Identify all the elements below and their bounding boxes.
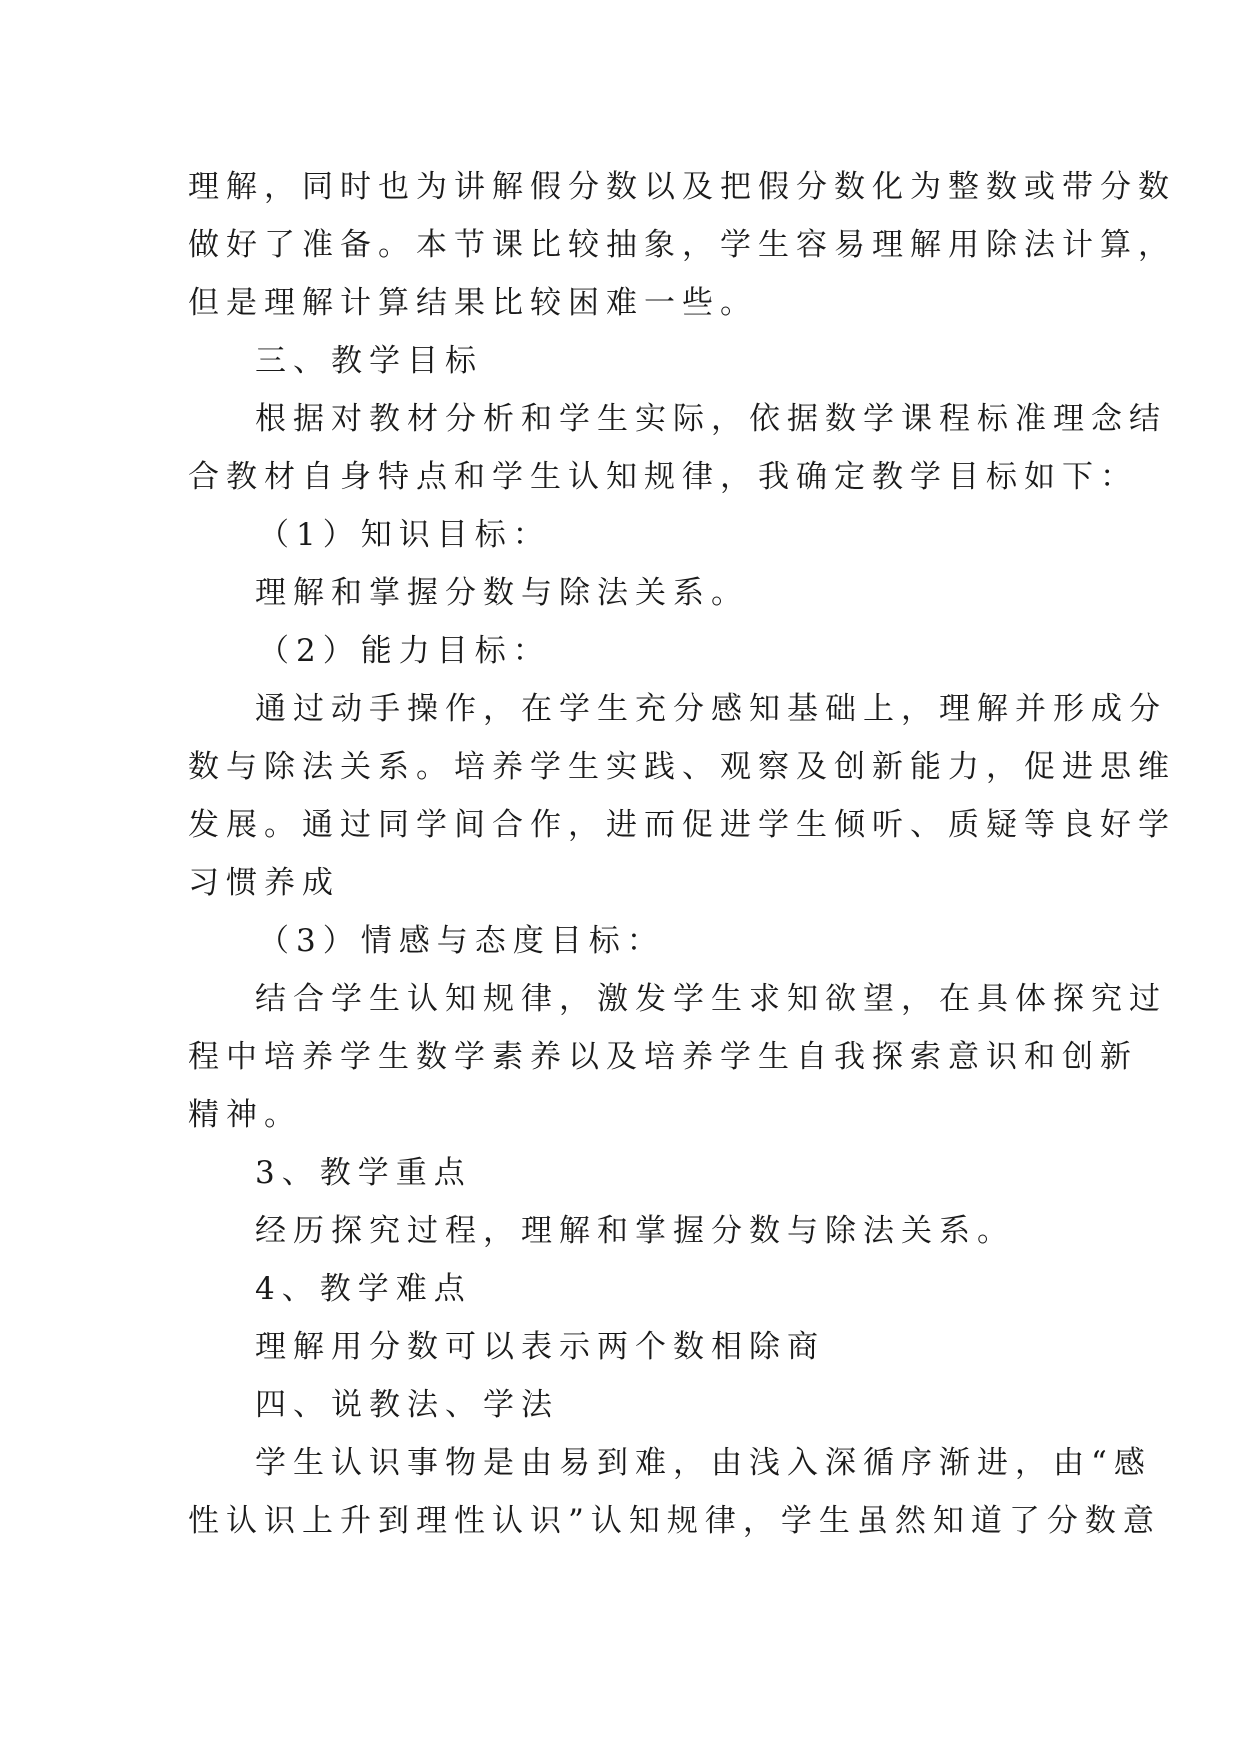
text-line: 理解和掌握分数与除法关系。: [255, 575, 749, 611]
text-line: 理解，同时也为讲解假分数以及把假分数化为整数或带分数: [188, 169, 1176, 205]
text-line: 合教材自身特点和学生认知规律，我确定教学目标如下：: [188, 459, 1138, 495]
section-heading: 四、说教法、学法: [255, 1387, 559, 1423]
text-line: 但是理解计算结果比较困难一些。: [188, 285, 758, 321]
section-heading: 4、教学难点: [255, 1271, 472, 1307]
sub-heading: （1）知识目标：: [258, 517, 551, 553]
text-line: 结合学生认知规律，激发学生求知欲望，在具体探究过: [255, 981, 1167, 1017]
text-line: 理解用分数可以表示两个数相除商: [255, 1329, 825, 1365]
text-line: 做好了准备。本节课比较抽象，学生容易理解用除法计算，: [188, 227, 1176, 263]
text-line: 习惯养成: [188, 865, 340, 901]
text-line: 数与除法关系。培养学生实践、观察及创新能力，促进思维: [188, 749, 1176, 785]
text-line: 学生认识事物是由易到难，由浅入深循序渐进，由“感: [255, 1445, 1152, 1481]
sub-heading: （2）能力目标：: [258, 633, 551, 669]
text-line: 通过动手操作，在学生充分感知基础上，理解并形成分: [255, 691, 1167, 727]
sub-heading: （3）情感与态度目标：: [258, 923, 665, 959]
section-heading: 三、教学目标: [255, 343, 483, 379]
text-line: 程中培养学生数学素养以及培养学生自我探索意识和创新: [188, 1039, 1138, 1075]
text-line: 发展。通过同学间合作，进而促进学生倾听、质疑等良好学: [188, 807, 1176, 843]
text-line: 精神。: [188, 1097, 302, 1133]
text-line: 根据对教材分析和学生实际，依据数学课程标准理念结: [255, 401, 1167, 437]
text-line: 经历探究过程，理解和掌握分数与除法关系。: [255, 1213, 1015, 1249]
text-line: 性认识上升到理性认识”认知规律，学生虽然知道了分数意: [188, 1503, 1161, 1539]
section-heading: 3、教学重点: [255, 1155, 472, 1191]
